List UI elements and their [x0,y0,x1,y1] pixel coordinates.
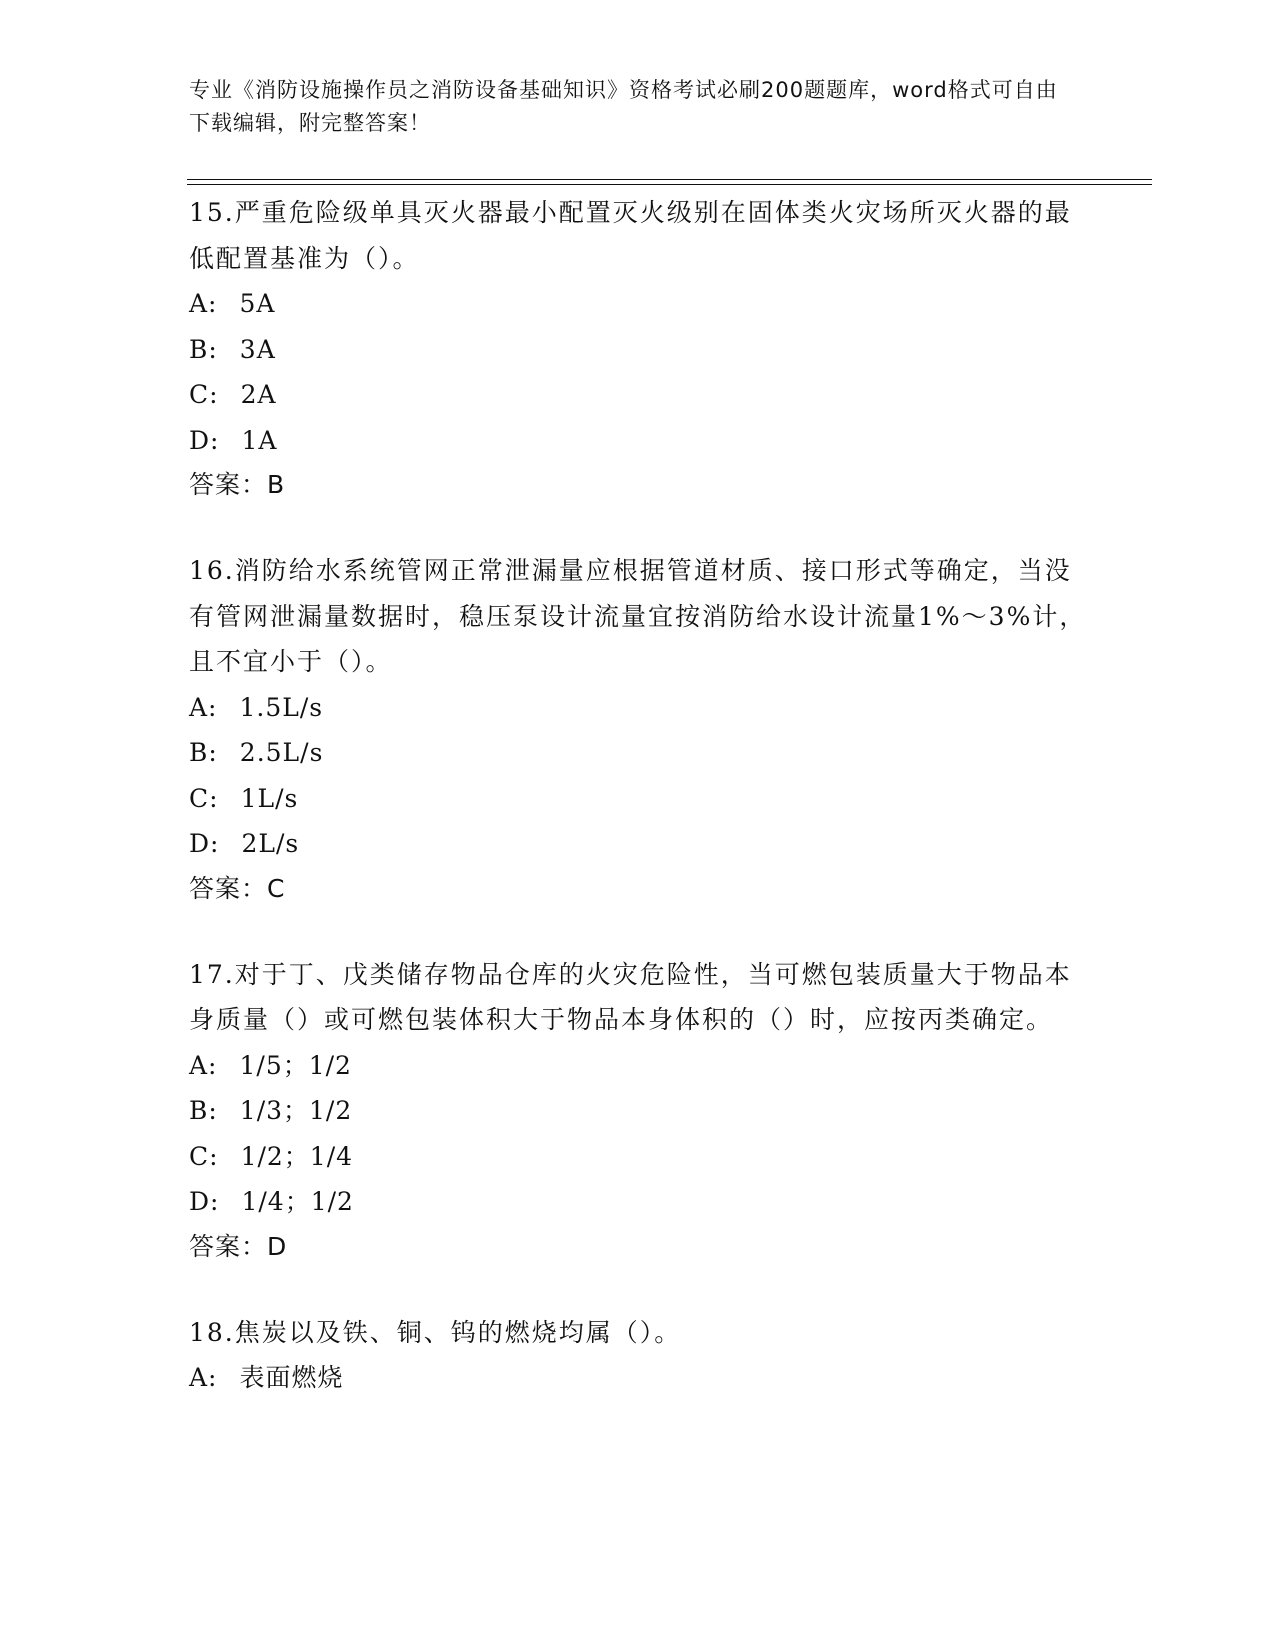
option-text: 1L/s [240,783,299,813]
option-key: A: [189,1050,218,1080]
option-key: B: [189,738,218,767]
option-key: D: [189,425,220,455]
option-key: B: [189,334,218,364]
option-c [189,1134,1089,1180]
option-key: C: [189,380,219,409]
header-divider-bottom [187,184,1152,185]
answer-label: 答案： [189,470,268,499]
option-key: C: [189,783,219,813]
option-key: A: [189,692,218,722]
option-key: A: [189,289,218,318]
option-key: D: [189,829,220,858]
option-text: 1/2；1/4 [240,1141,354,1171]
option-b [189,730,1089,776]
option-text: 5A [239,289,276,318]
question-stem [189,548,1089,685]
option-a [189,1043,1089,1089]
option-text: 2L/s [241,829,300,858]
option-text: 3A [239,334,276,364]
option-text: 2.5L/s [239,738,324,767]
option-text: 2A [240,380,277,409]
question-list [189,190,1089,1443]
option-b [189,327,1089,373]
option-c [189,372,1089,418]
option-a [189,685,1089,731]
question-18 [189,1310,1089,1401]
option-text: 1.5L/s [239,692,324,722]
answer-value: B [267,470,286,499]
option-a [189,1355,1089,1401]
answer-line [189,867,1089,910]
option-text: 1/3；1/2 [239,1096,353,1125]
question-17 [189,952,1089,1268]
question-number: 15. [189,198,235,227]
answer-line [189,463,1089,506]
question-number: 16. [189,556,235,585]
answer-label: 答案： [189,873,268,903]
answer-line [189,1225,1089,1268]
question-text: 焦炭以及铁、铜、钨的燃烧均属（）。 [234,1317,682,1347]
question-number: 17. [189,959,235,989]
question-15 [189,190,1089,506]
option-a [189,281,1089,327]
question-text: 消防给水系统管网正常泄漏量应根据管道材质、接口形式等确定，当没有管网泄漏量数据时，稳压泵设计流量宜按消防给水设计流量1%～3%计，且不宜小于（）。 [189,556,1087,676]
answer-label: 答案： [189,1231,268,1261]
option-key: A: [189,1363,218,1392]
document-intro: 专业《消防设施操作员之消防设备基础知识》资格考试必刷200题题库，word格式可自由下载编辑，附完整答案！ [189,78,1058,135]
question-stem [189,1310,1089,1356]
option-key: D: [189,1187,220,1216]
option-text: 1A [241,425,278,455]
option-d [189,418,1089,464]
answer-value: C [267,873,286,903]
option-text: 1/4；1/2 [241,1187,354,1216]
question-16 [189,548,1089,910]
question-number: 18. [189,1317,235,1347]
question-text: 对于丁、戊类储存物品仓库的火灾危险性，当可燃包装质量大于物品本身质量（）或可燃包装体积大于物品本身体积的（）时，应按丙类确定。 [189,959,1072,1034]
answer-value: D [267,1231,288,1261]
question-stem [189,190,1089,281]
option-key: C: [189,1141,219,1171]
question-text: 严重危险级单具灭火器最小配置灭火级别在固体类火灾场所灭火器的最低配置基准为（）。 [189,198,1072,273]
option-d [189,1179,1089,1225]
option-key: B: [189,1096,218,1125]
question-stem [189,952,1089,1043]
option-text: 1/5；1/2 [239,1050,352,1080]
option-text: 表面燃烧 [239,1363,344,1392]
header-divider-top [187,179,1152,180]
option-c [189,776,1089,822]
option-b [189,1088,1089,1134]
option-d [189,821,1089,867]
